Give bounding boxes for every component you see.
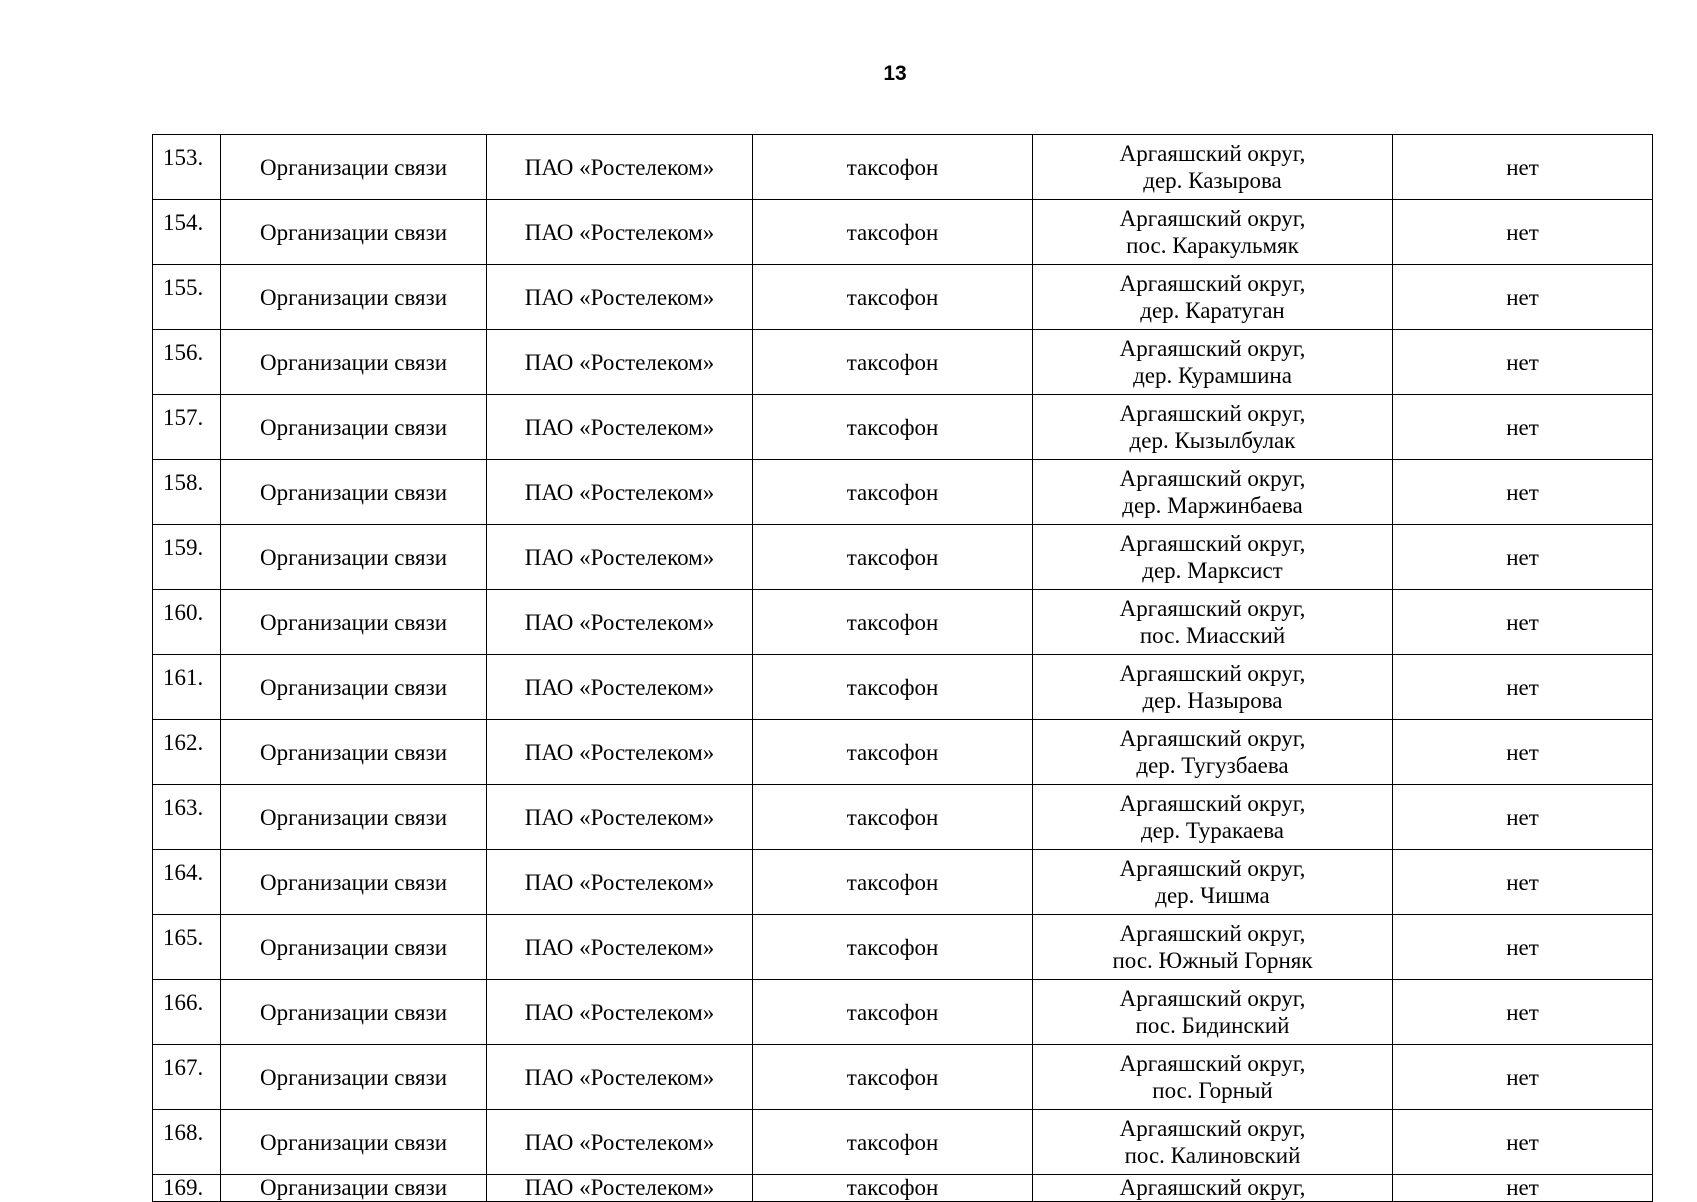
location-district: Аргаяшский округ,: [1119, 466, 1306, 491]
location-district: Аргаяшский округ,: [1119, 141, 1306, 166]
location-settlement: пос. Горный: [1152, 1078, 1273, 1103]
category-cell: Организации связи: [221, 135, 487, 200]
flag-cell: нет: [1393, 135, 1653, 200]
location-settlement: дер. Маржинбаева: [1122, 493, 1303, 518]
location-cell: [1033, 395, 1393, 460]
organization-cell: ПАО «Ростелеком»: [487, 980, 753, 1045]
category-cell: Организации связи: [221, 655, 487, 720]
location-district: Аргаяшский округ,: [1119, 856, 1306, 881]
location-cell: [1033, 525, 1393, 590]
row-number: 156.: [153, 330, 221, 395]
flag-cell: нет: [1393, 330, 1653, 395]
location-settlement: дер. Кызылбулак: [1129, 428, 1296, 453]
location-settlement: дер. Туракаева: [1140, 818, 1285, 843]
object-type-cell: таксофон: [753, 720, 1033, 785]
location-cell: [1033, 330, 1393, 395]
table-row: [153, 655, 1653, 720]
table-row: [153, 1175, 1653, 1202]
location-cell: [1033, 590, 1393, 655]
organization-cell: ПАО «Ростелеком»: [487, 720, 753, 785]
table-row: [153, 915, 1653, 980]
flag-cell: нет: [1393, 395, 1653, 460]
location-settlement: пос. Бидинский: [1135, 1013, 1290, 1038]
table-row: [153, 525, 1653, 590]
table-row: [153, 850, 1653, 915]
category-cell: Организации связи: [221, 200, 487, 265]
location-cell: [1033, 850, 1393, 915]
location-district: Аргаяшский округ,: [1119, 596, 1306, 621]
organization-cell: ПАО «Ростелеком»: [487, 915, 753, 980]
table-row: [153, 135, 1653, 200]
location-district: Аргаяшский округ,: [1119, 921, 1306, 946]
location-settlement: дер. Чишма: [1155, 883, 1270, 908]
location-cell: [1033, 1110, 1393, 1175]
table-row: [153, 720, 1653, 785]
location-settlement: пос. Калиновский: [1124, 1143, 1301, 1168]
organization-cell: ПАО «Ростелеком»: [487, 1175, 753, 1202]
table-row: [153, 460, 1653, 525]
row-number: 169.: [153, 1175, 221, 1202]
flag-cell: нет: [1393, 915, 1653, 980]
table-row: [153, 1045, 1653, 1110]
location-settlement: пос. Каракульмяк: [1126, 233, 1299, 258]
location-cell: [1033, 915, 1393, 980]
location-cell: [1033, 655, 1393, 720]
row-number: 161.: [153, 655, 221, 720]
flag-cell: нет: [1393, 980, 1653, 1045]
flag-cell: нет: [1393, 1175, 1653, 1202]
location-settlement: дер. Курамшина: [1133, 363, 1292, 388]
table-row: [153, 1110, 1653, 1175]
flag-cell: нет: [1393, 265, 1653, 330]
organization-cell: ПАО «Ростелеком»: [487, 525, 753, 590]
row-number: 155.: [153, 265, 221, 330]
location-district: Аргаяшский округ,: [1119, 531, 1306, 556]
organization-cell: ПАО «Ростелеком»: [487, 395, 753, 460]
row-number: 168.: [153, 1110, 221, 1175]
row-number: 164.: [153, 850, 221, 915]
location-settlement: дер. Казырова: [1143, 168, 1282, 193]
object-type-cell: таксофон: [753, 525, 1033, 590]
organization-cell: ПАО «Ростелеком»: [487, 200, 753, 265]
flag-cell: нет: [1393, 785, 1653, 850]
page-number: 13: [883, 62, 907, 85]
row-number: 166.: [153, 980, 221, 1045]
organization-cell: ПАО «Ростелеком»: [487, 590, 753, 655]
flag-cell: нет: [1393, 525, 1653, 590]
object-type-cell: таксофон: [753, 395, 1033, 460]
object-type-cell: таксофон: [753, 265, 1033, 330]
object-type-cell: таксофон: [753, 135, 1033, 200]
object-type-cell: таксофон: [753, 1175, 1033, 1202]
location-district: Аргаяшский округ,: [1119, 206, 1306, 231]
row-number: 158.: [153, 460, 221, 525]
location-district: Аргаяшский округ,: [1119, 1175, 1306, 1200]
flag-cell: нет: [1393, 720, 1653, 785]
table-row: [153, 330, 1653, 395]
row-number: 165.: [153, 915, 221, 980]
location-settlement: дер. Марксист: [1142, 558, 1283, 583]
object-type-cell: таксофон: [753, 330, 1033, 395]
location-settlement: пос. Миасский: [1139, 623, 1286, 648]
category-cell: Организации связи: [221, 1110, 487, 1175]
location-district: Аргаяшский округ,: [1119, 661, 1306, 686]
object-type-cell: таксофон: [753, 785, 1033, 850]
category-cell: Организации связи: [221, 850, 487, 915]
organization-cell: ПАО «Ростелеком»: [487, 1110, 753, 1175]
location-cell: [1033, 135, 1393, 200]
location-settlement: дер. Назырова: [1142, 688, 1283, 713]
location-cell: [1033, 460, 1393, 525]
location-settlement: пос. Южный Горняк: [1112, 948, 1313, 973]
table-row: [153, 395, 1653, 460]
category-cell: Организации связи: [221, 460, 487, 525]
object-type-cell: таксофон: [753, 590, 1033, 655]
row-number: 160.: [153, 590, 221, 655]
location-cell: [1033, 200, 1393, 265]
organization-cell: ПАО «Ростелеком»: [487, 460, 753, 525]
location-district: Аргаяшский округ,: [1119, 1116, 1306, 1141]
organization-cell: ПАО «Ростелеком»: [487, 785, 753, 850]
table-row: [153, 200, 1653, 265]
table-row: [153, 980, 1653, 1045]
object-type-cell: таксофон: [753, 915, 1033, 980]
table-row: [153, 265, 1653, 330]
location-settlement: дер. Тугузбаева: [1136, 753, 1289, 778]
flag-cell: нет: [1393, 1045, 1653, 1110]
location-cell: [1033, 1175, 1393, 1202]
row-number: 167.: [153, 1045, 221, 1110]
location-cell: [1033, 265, 1393, 330]
row-number: 163.: [153, 785, 221, 850]
location-cell: [1033, 720, 1393, 785]
category-cell: Организации связи: [221, 720, 487, 785]
organization-cell: ПАО «Ростелеком»: [487, 135, 753, 200]
object-type-cell: таксофон: [753, 200, 1033, 265]
table-row: [153, 785, 1653, 850]
location-cell: [1033, 980, 1393, 1045]
location-district: Аргаяшский округ,: [1119, 336, 1306, 361]
location-district: Аргаяшский округ,: [1119, 726, 1306, 751]
object-type-cell: таксофон: [753, 1110, 1033, 1175]
location-district: Аргаяшский округ,: [1119, 401, 1306, 426]
location-district: Аргаяшский округ,: [1119, 1051, 1306, 1076]
row-number: 154.: [153, 200, 221, 265]
category-cell: Организации связи: [221, 915, 487, 980]
row-number: 153.: [153, 135, 221, 200]
object-type-cell: таксофон: [753, 980, 1033, 1045]
category-cell: Организации связи: [221, 1175, 487, 1202]
facilities-table: [152, 134, 1653, 1202]
flag-cell: нет: [1393, 1110, 1653, 1175]
object-type-cell: таксофон: [753, 655, 1033, 720]
row-number: 157.: [153, 395, 221, 460]
object-type-cell: таксофон: [753, 1045, 1033, 1110]
category-cell: Организации связи: [221, 980, 487, 1045]
flag-cell: нет: [1393, 655, 1653, 720]
category-cell: Организации связи: [221, 330, 487, 395]
category-cell: Организации связи: [221, 395, 487, 460]
category-cell: Организации связи: [221, 785, 487, 850]
location-cell: [1033, 1045, 1393, 1110]
table-row: [153, 590, 1653, 655]
location-settlement: дер. Каратуган: [1140, 298, 1285, 323]
organization-cell: ПАО «Ростелеком»: [487, 1045, 753, 1110]
object-type-cell: таксофон: [753, 460, 1033, 525]
location-district: Аргаяшский округ,: [1119, 791, 1306, 816]
category-cell: Организации связи: [221, 1045, 487, 1110]
row-number: 162.: [153, 720, 221, 785]
organization-cell: ПАО «Ростелеком»: [487, 655, 753, 720]
organization-cell: ПАО «Ростелеком»: [487, 850, 753, 915]
category-cell: Организации связи: [221, 590, 487, 655]
row-number: 159.: [153, 525, 221, 590]
flag-cell: нет: [1393, 590, 1653, 655]
location-cell: [1033, 785, 1393, 850]
flag-cell: нет: [1393, 460, 1653, 525]
organization-cell: ПАО «Ростелеком»: [487, 265, 753, 330]
organization-cell: ПАО «Ростелеком»: [487, 330, 753, 395]
object-type-cell: таксофон: [753, 850, 1033, 915]
flag-cell: нет: [1393, 850, 1653, 915]
location-district: Аргаяшский округ,: [1119, 986, 1306, 1011]
flag-cell: нет: [1393, 200, 1653, 265]
category-cell: Организации связи: [221, 265, 487, 330]
location-district: Аргаяшский округ,: [1119, 271, 1306, 296]
category-cell: Организации связи: [221, 525, 487, 590]
